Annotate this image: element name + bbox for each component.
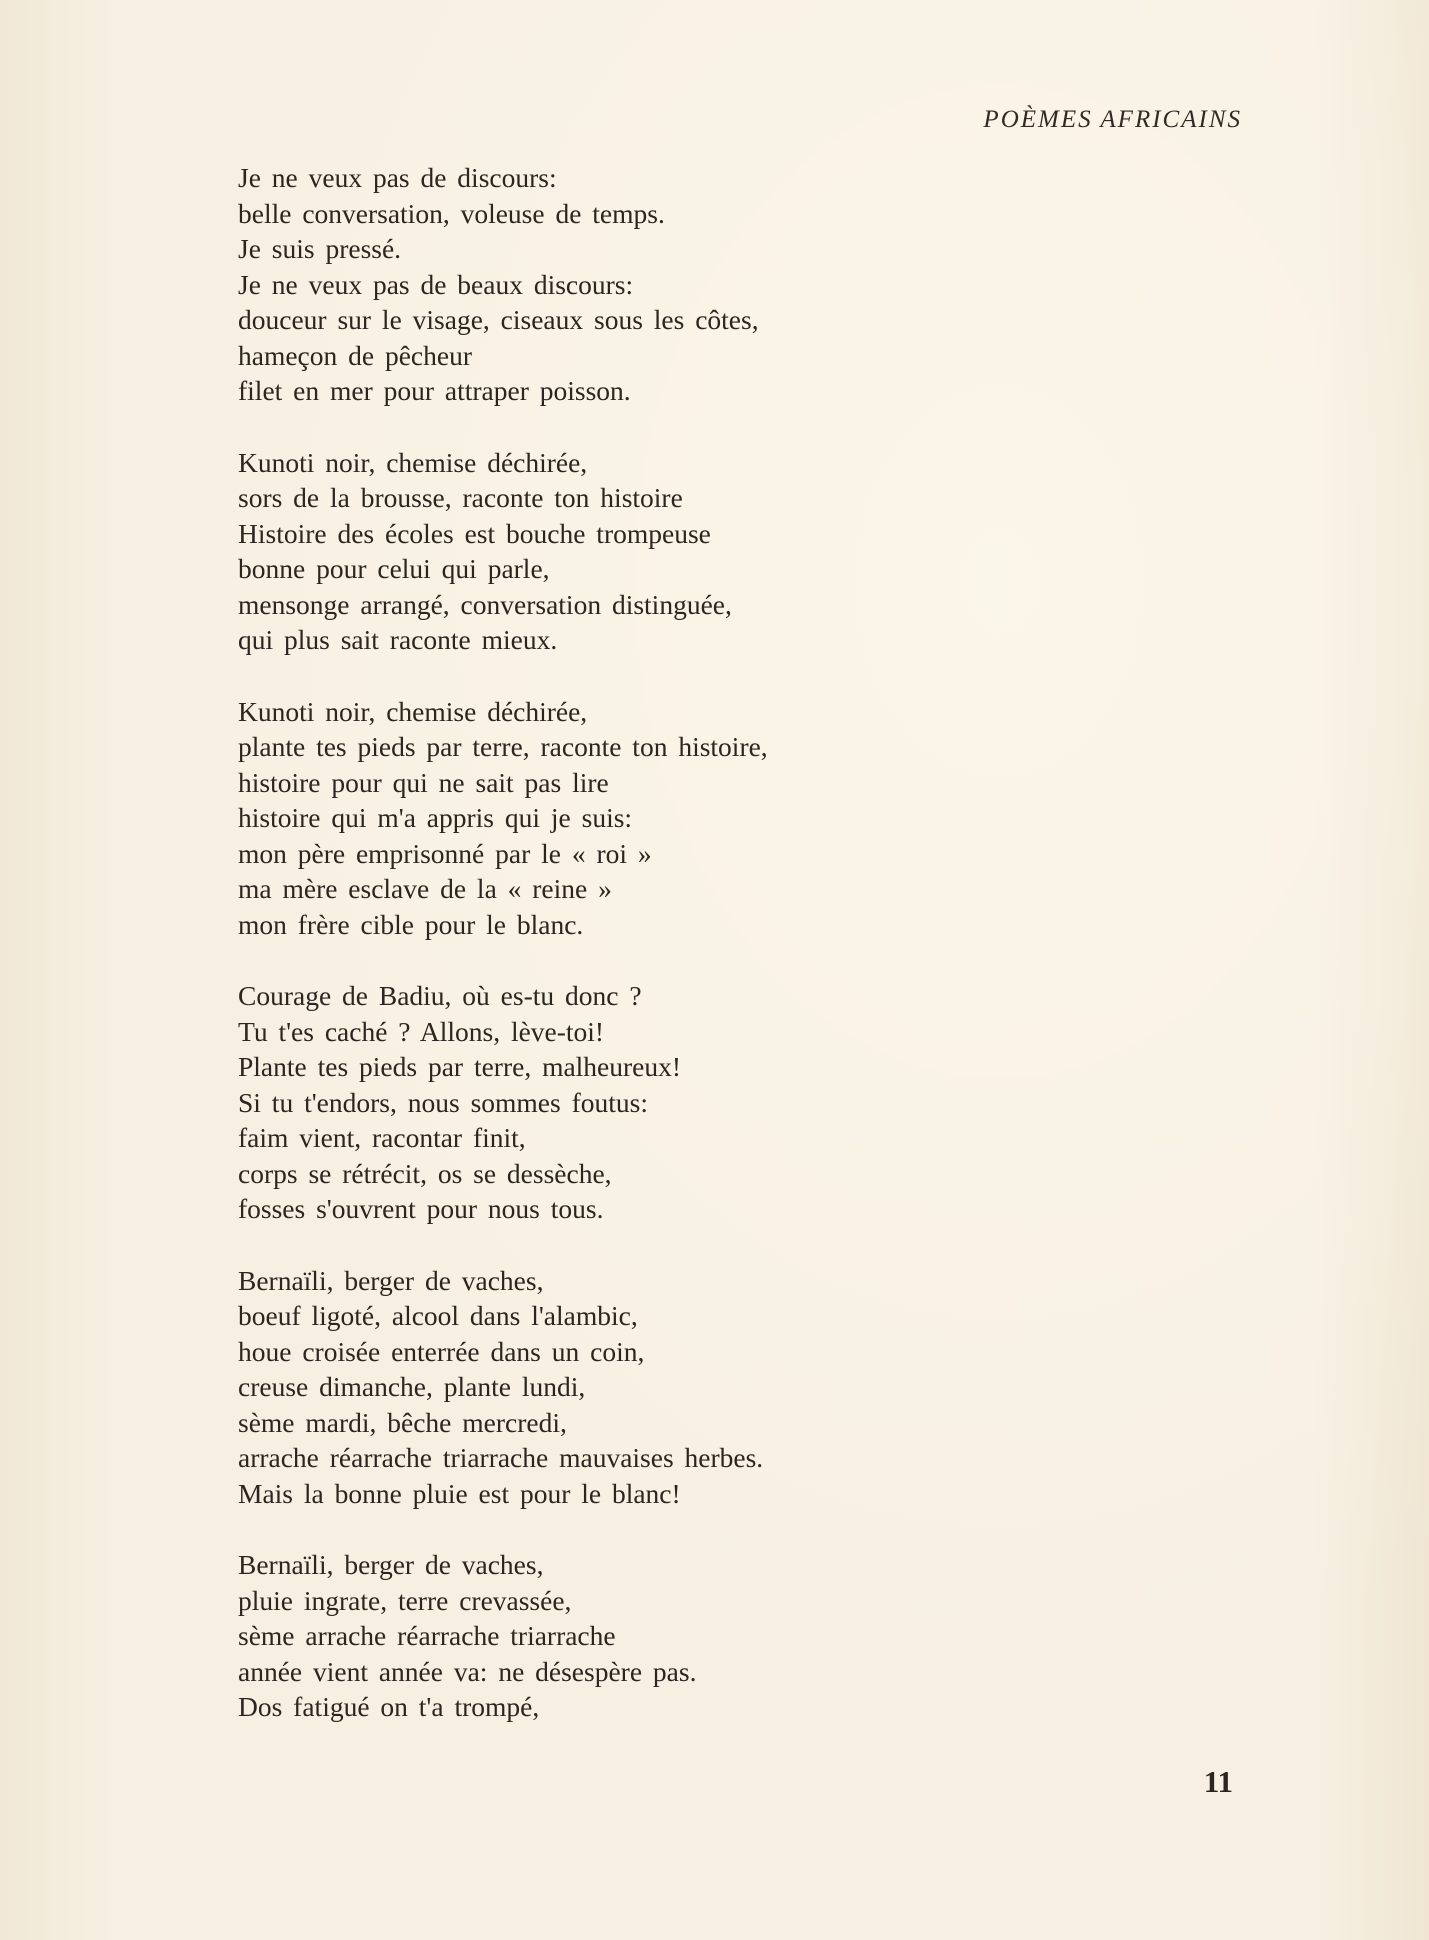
poem-line: Kunoti noir, chemise déchirée, bbox=[238, 446, 588, 478]
running-head: POÈMES AFRICAINS bbox=[983, 106, 1242, 133]
poem-line: sème arrache réarrache triarrache bbox=[238, 1620, 616, 1651]
stanza-5 bbox=[238, 1263, 1238, 1512]
poem-line: houe croisée enterrée dans un coin, bbox=[238, 1335, 645, 1367]
poem-line: Bernaïli, berger de vaches, bbox=[238, 1264, 544, 1296]
poem-line: douceur sur le visage, ciseaux sous les côtes, bbox=[238, 304, 759, 335]
poem-line: sors de la brousse, raconte ton histoire bbox=[238, 482, 683, 513]
poem-line: filet en mer pour attraper poisson. bbox=[238, 375, 631, 406]
poem-line: ma mère esclave de la « reine » bbox=[238, 873, 612, 904]
poem-line: Plante tes pieds par terre, malheureux! bbox=[238, 1051, 682, 1082]
poem-line: mon père emprisonné par le « roi » bbox=[238, 837, 652, 869]
poem-line: faim vient, racontar finit, bbox=[238, 1122, 526, 1153]
poem-line: Je ne veux pas de discours: bbox=[238, 162, 557, 193]
poem-line: boeuf ligoté, alcool dans l'alambic, bbox=[238, 1300, 638, 1331]
poem-line: hameçon de pêcheur bbox=[238, 339, 472, 371]
poem-line: histoire pour qui ne sait pas lire bbox=[238, 766, 609, 798]
poem-line: Je suis pressé. bbox=[238, 233, 402, 264]
poem-line: sème mardi, bêche mercredi, bbox=[238, 1406, 567, 1438]
stanza-3 bbox=[238, 694, 1238, 943]
poem-line: Histoire des écoles est bouche trompeuse bbox=[238, 517, 711, 549]
poem-line: arrache réarrache triarrache mauvaises herbes. bbox=[238, 1442, 764, 1473]
stanza-4 bbox=[238, 978, 1238, 1227]
poem-line: Bernaïli, berger de vaches, bbox=[238, 1549, 544, 1580]
poem-line: fosses s'ouvrent pour nous tous. bbox=[238, 1193, 604, 1224]
poem-line: Courage de Badiu, où es-tu donc ? bbox=[238, 980, 642, 1011]
poem-line: Je ne veux pas de beaux discours: bbox=[238, 268, 634, 300]
stanza-2 bbox=[238, 445, 1238, 658]
poem-line: Si tu t'endors, nous sommes foutus: bbox=[238, 1086, 648, 1118]
page-number: 11 bbox=[1203, 1764, 1233, 1799]
poem-line: pluie ingrate, terre crevassée, bbox=[238, 1584, 572, 1616]
poem-line: Tu t'es caché ? Allons, lève-toi! bbox=[238, 1015, 605, 1047]
poem-line: corps se rétrécit, os se dessèche, bbox=[238, 1157, 612, 1189]
poem-line: plante tes pieds par terre, raconte ton histoire, bbox=[238, 731, 768, 762]
poem-body bbox=[238, 160, 1238, 1761]
poem-line: mon frère cible pour le blanc. bbox=[238, 908, 584, 940]
poem-line: Dos fatigué on t'a trompé, bbox=[238, 1691, 540, 1722]
poem-line: Kunoti noir, chemise déchirée, bbox=[238, 695, 588, 727]
poem-line: creuse dimanche, plante lundi, bbox=[238, 1371, 586, 1402]
poem-line: bonne pour celui qui parle, bbox=[238, 553, 550, 584]
poem-line: Mais la bonne pluie est pour le blanc! bbox=[238, 1477, 681, 1509]
poem-line: qui plus sait raconte mieux. bbox=[238, 624, 558, 655]
poem-line: belle conversation, voleuse de temps. bbox=[238, 197, 665, 229]
stanza-1 bbox=[238, 160, 1238, 409]
poem-line: année vient année va: ne désespère pas. bbox=[238, 1655, 697, 1687]
poem-line: histoire qui m'a appris qui je suis: bbox=[238, 802, 633, 833]
poem-line: mensonge arrangé, conversation distinguée, bbox=[238, 588, 732, 620]
stanza-6 bbox=[238, 1547, 1238, 1725]
